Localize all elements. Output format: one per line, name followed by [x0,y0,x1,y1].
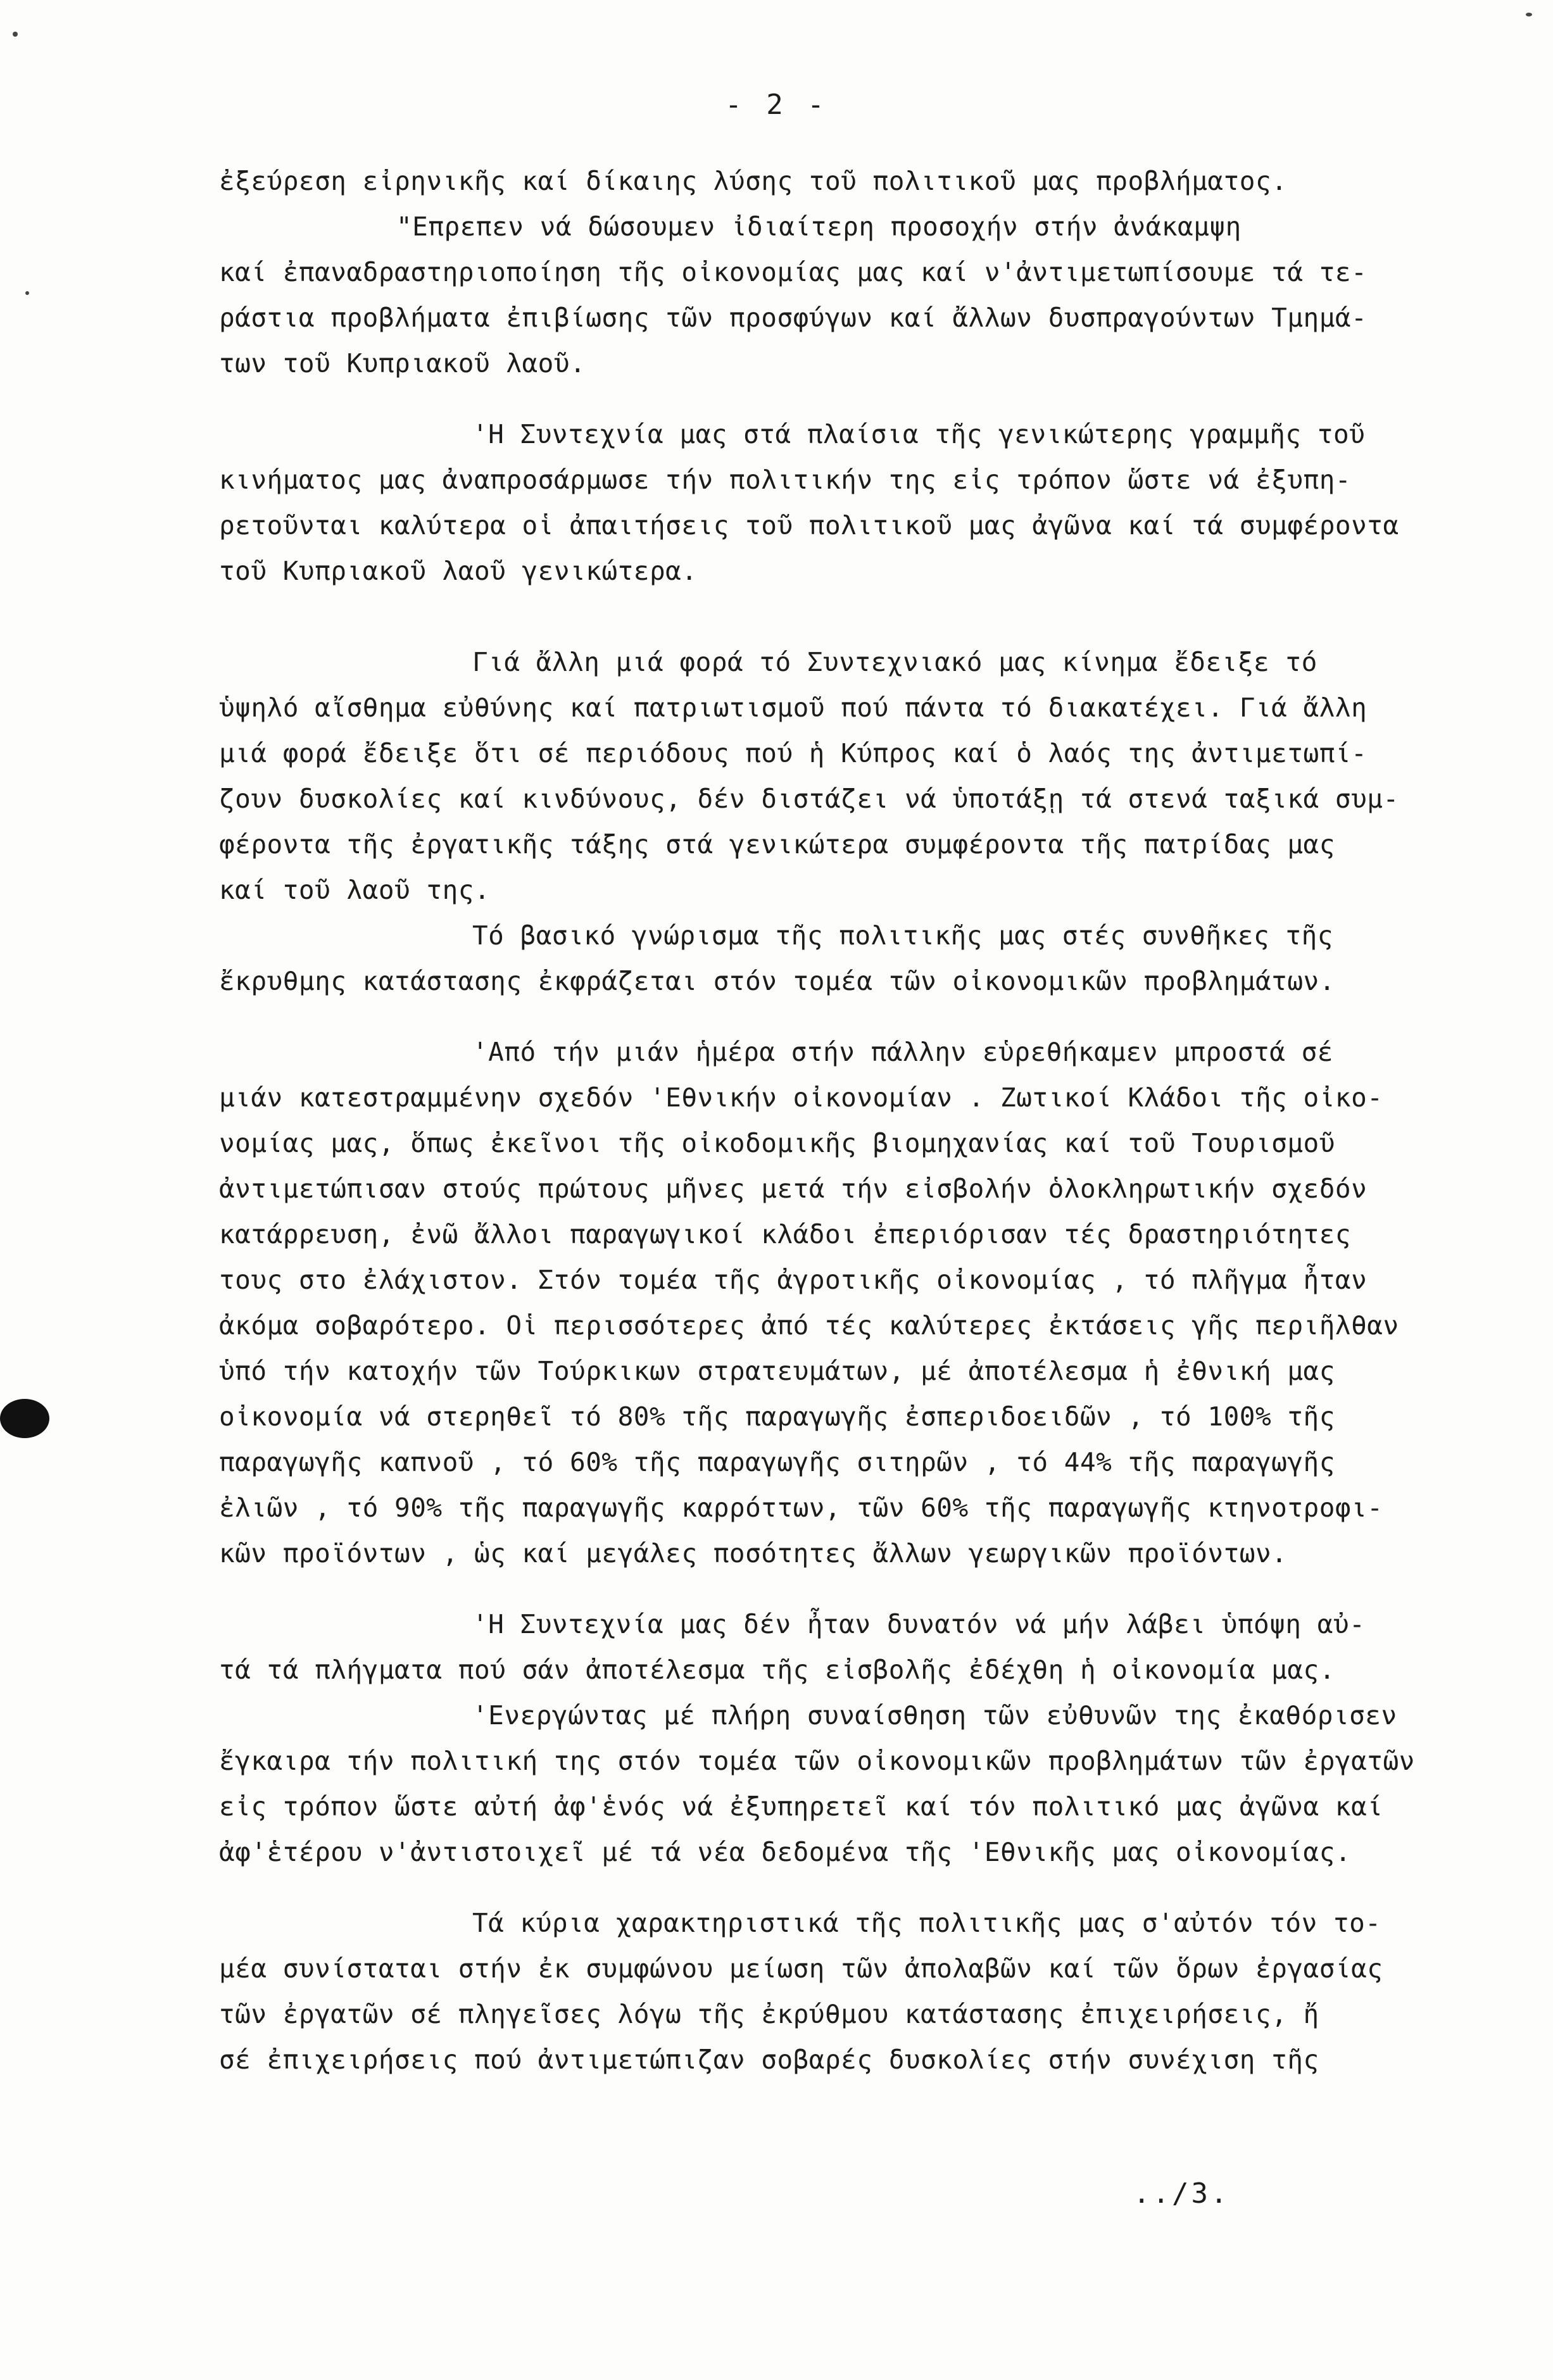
text-line: ἀφ'ἑτέρου ν'ἀντιστοιχεῖ μέ τά νέα δεδομένα τῆς 'Εθνικῆς μας οἰκονομίας. [219,1837,1352,1867]
scan-speck [25,291,29,295]
text-line: ὑπό τήν κατοχήν τῶν Τούρκικων στρατευμάτων, μέ ἀποτέλεσμα ἡ ἐθνική μας [219,1356,1335,1386]
scan-speck [1526,13,1532,16]
text-line: παραγωγῆς καπνοῦ , τό 60% τῆς παραγωγῆς σιτηρῶν , τό 44% τῆς παραγωγῆς [219,1447,1335,1477]
text-line: Τό βασικό γνώρισμα τῆς πολιτικῆς μας στές συνθῆκες τῆς [472,920,1333,951]
text-line: φέροντα τῆς ἐργατικῆς τάξης στά γενικώτερα συμφέροντα τῆς πατρίδας μας [219,829,1335,860]
document-body [219,158,1454,2082]
text-line: 'Ενεργώντας μέ πλήρη συναίσθηση τῶν εὐθυνῶν της ἐκαθόρισεν [472,1700,1397,1731]
text-line: "Επρεπεν νά δώσουμεν ἰδιαίτερη προσοχήν στήν ἀνάκαμψη [396,211,1242,242]
page-number: - 2 - [725,89,828,121]
text-line: σέ ἐπιχειρήσεις πού ἀντιμετώπιζαν σοβαρές δυσκολίες στήν συνέχιση τῆς [219,2045,1319,2075]
text-line: ὑψηλό αἴσθημα εὐθύνης καί πατριωτισμοῦ πού πάντα τό διακατέχει. Γιά ἄλλη [219,692,1368,723]
text-line: μιά φορά ἔδειξε ὅτι σέ περιόδους πού ἡ Κύπρος καί ὁ λαός της ἀντιμετωπί- [219,738,1368,768]
text-line: τά τά πλήγματα πού σάν ἀποτέλεσμα τῆς εἰσβολῆς ἐδέχθη ἡ οἰκονομία μας. [219,1655,1335,1685]
text-line: καί ἐπαναδραστηριοποίηση τῆς οἰκονομίας μας καί ν'ἀντιμετωπίσουμε τά τε- [219,257,1368,287]
text-line: ράστια προβλήματα ἐπιβίωσης τῶν προσφύγων καί ἄλλων δυσπραγούντων Τμημά- [219,303,1368,333]
text-line: μέα συνίσταται στήν ἐκ συμφώνου μείωση τῶν ἀπολαβῶν καί τῶν ὅρων ἐργασίας [219,1953,1383,1984]
text-line: κινήματος μας ἀναπροσάρμωσε τήν πολιτικήν της εἰς τρόπον ὥστε νά ἐξυπη- [219,465,1352,495]
text-line: καί τοῦ λαοῦ της. [219,875,491,905]
text-line: κῶν προϊόντων , ὡς καί μεγάλες ποσότητες ἄλλων γεωργικῶν προϊόντων. [219,1538,1288,1569]
text-line: εἰς τρόπον ὥστε αὐτή ἀφ'ἑνός νά ἐξυπηρετεῖ καί τόν πολιτικό μας ἀγῶνα καί [219,1791,1383,1822]
text-line: 'Η Συντεχνία μας δέν ἦταν δυνατόν νά μήν λάβει ὑπόψη αὐ- [472,1609,1366,1639]
text-line: ἐλιῶν , τό 90% τῆς παραγωγῆς καρρόττων, τῶν 60% τῆς παραγωγῆς κτηνοτροφι- [219,1493,1383,1523]
text-line: 'Από τήν μιάν ἡμέρα στήν πάλλην εὑρεθήκαμεν μπροστά σέ [472,1037,1333,1067]
scan-smudge [0,1399,49,1438]
continuation-marker: ../3. [1133,2177,1230,2210]
text-line: ἀκόμα σοβαρότερο. Οἱ περισσότερες ἀπό τές καλύτερες ἐκτάσεις γῆς περιῆλθαν [219,1310,1399,1341]
text-line: νομίας μας, ὅπως ἐκεῖνοι τῆς οἰκοδομικῆς βιομηχανίας καί τοῦ Τουρισμοῦ [219,1128,1335,1158]
text-line: 'Η Συντεχνία μας στά πλαίσια τῆς γενικώτερης γραμμῆς τοῦ [472,419,1366,449]
text-line: ἐξεύρεση εἰρηνικῆς καί δίκαιης λύσης τοῦ πολιτικοῦ μας προβλήματος. [219,166,1288,196]
text-line: κατάρρευση, ἐνῶ ἄλλοι παραγωγικοί κλάδοι ἐπεριόρισαν τές δραστηριότητες [219,1219,1352,1250]
text-line: μιάν κατεστραμμένην σχεδόν 'Εθνικήν οἰκονομίαν . Ζωτικοί Κλάδοι τῆς οἰκο- [219,1082,1383,1113]
text-line: τῶν ἐργατῶν σέ πληγεῖσες λόγω τῆς ἐκρύθμου κατάστασης ἐπιχειρήσεις, ἤ [219,1999,1319,2029]
text-line: Τά κύρια χαρακτηριστικά τῆς πολιτικῆς μας σ'αὐτόν τόν το- [472,1908,1381,1938]
text-line: ἔκρυθμης κατάστασης ἐκφράζεται στόν τομέα τῶν οἰκονομικῶν προβλημάτων. [219,966,1335,996]
text-line: Γιά ἄλλη μιά φορά τό Συντεχνιακό μας κίνημα ἔδειξε τό [472,647,1317,677]
text-line: ζουν δυσκολίες καί κινδύνους, δέν διστάζει νά ὑποτάξῃ τά στενά ταξικά συμ- [219,784,1399,814]
scan-speck [13,32,18,37]
text-line: οἰκονομία νά στερηθεῖ τό 80% τῆς παραγωγῆς ἐσπεριδοειδῶν , τό 100% τῆς [219,1401,1335,1432]
text-line: ἀντιμετώπισαν στούς πρώτους μῆνες μετά τήν εἰσβολήν ὁλοκληρωτικήν σχεδόν [219,1174,1368,1204]
text-line: των τοῦ Κυπριακοῦ λαοῦ. [219,348,586,379]
text-line: ἔγκαιρα τήν πολιτική της στόν τομέα τῶν οἰκονομικῶν προβλημάτων τῶν ἐργατῶν [219,1746,1415,1776]
text-line: τους στο ἐλάχιστον. Στόν τομέα τῆς ἀγροτικῆς οἰκονομίας , τό πλῆγμα ἦταν [219,1265,1368,1295]
text-line: ρετοῦνται καλύτερα οἱ ἀπαιτήσεις τοῦ πολιτικοῦ μας ἀγῶνα καί τά συμφέροντα [219,510,1399,541]
text-line: τοῦ Κυπριακοῦ λαοῦ γενικώτερα. [219,556,698,586]
